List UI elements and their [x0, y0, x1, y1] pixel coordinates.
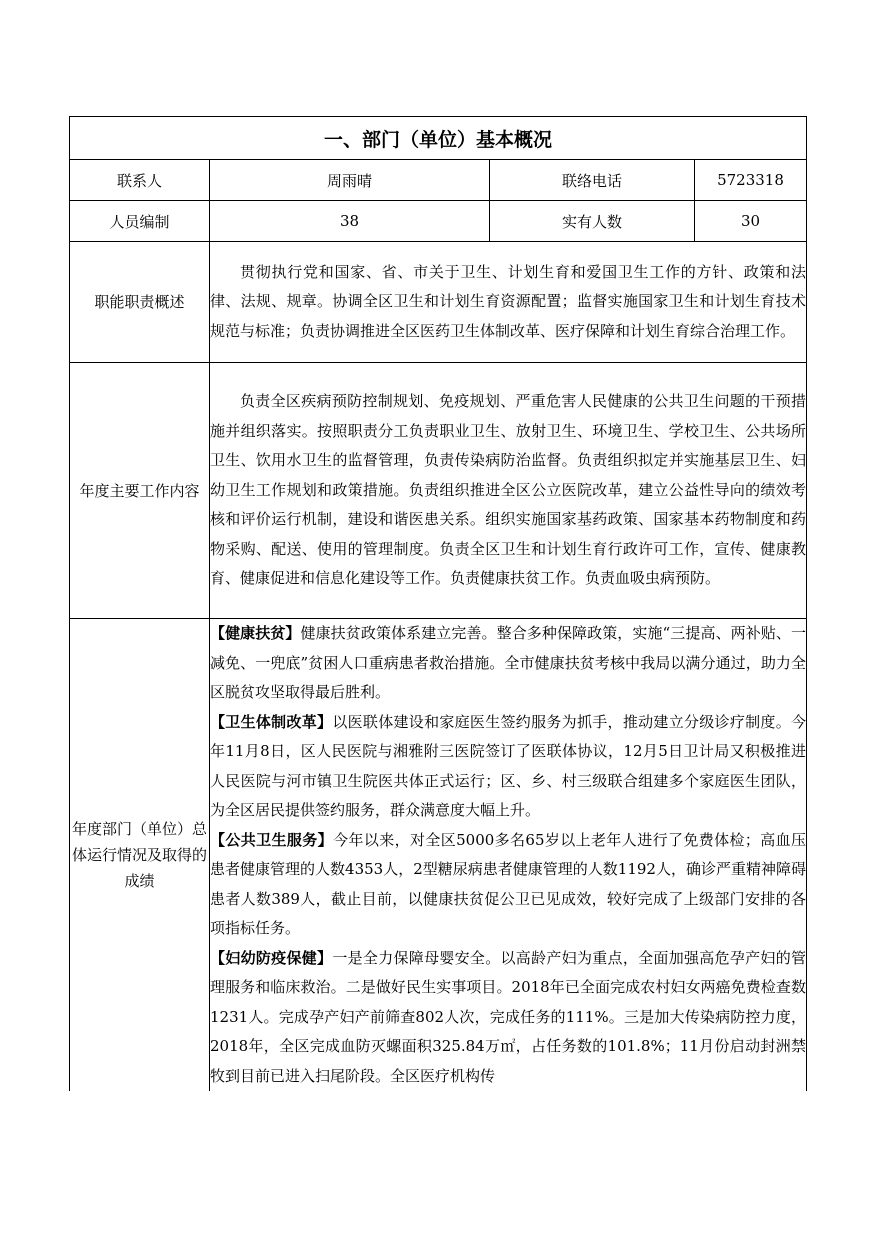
contact-value: 周雨晴	[210, 160, 490, 201]
section-heading: 【公共卫生服务】	[210, 830, 334, 849]
section-heading: 【健康扶贫】	[210, 624, 301, 642]
duties-text: 贯彻执行党和国家、省、市关于卫生、计划生育和爱国卫生工作的方针、政策和法律、法规、规章。协调全区卫生和计划生育资源配置；监督实施国家卫生和计划生育技术规范与标准；负责协调推进全区医药卫生体制改革、医疗保障和计划生育综合治理工作。	[210, 242, 807, 363]
section-text: 以医联体建设和家庭医生签约服务为抓手，推动建立分级诊疗制度。今年11月8日，区人民医院与湘雅附三医院签订了医联体协议，12月5日卫计局又积极推进人民医院与河市镇卫生院医共体正式运行；区、乡、村三级联合组建多个家庭医生团队，为全区居民提供签约服务，群众满意度大幅上升。	[210, 712, 807, 819]
actual-label: 实有人数	[490, 201, 695, 242]
contact-label: 联系人	[70, 160, 210, 201]
section-maternal-epidemic	[210, 944, 806, 1092]
phone-label: 联络电话	[490, 160, 695, 201]
section-text: 今年以来，对全区5000多名65岁以上老年人进行了免费体检；高血压患者健康管理的人数4353人，2型糖尿病患者健康管理的人数1192人，确诊严重精神障碍患者人数389人，截止目前，以健康扶贫促公卫已见成效，较好完成了上级部门安排的各项指标任务。	[210, 830, 807, 937]
duties-label: 职能职责概述	[70, 242, 210, 363]
overview-table	[69, 116, 807, 1091]
section-text: 健康扶贫政策体系建立完善。整合多种保障政策，实施“三提高、两补贴、一减免、一兜底”贫困人口重病患者救治措施。全市健康扶贫考核中我局以满分通过，助力全区脱贫攻坚取得最后胜利。	[210, 624, 807, 701]
section-public-health	[210, 826, 806, 944]
results-content	[210, 619, 807, 1092]
section-health-reform	[210, 708, 806, 826]
section-heading: 【妇幼防疫保健】	[210, 948, 333, 967]
section-heading: 【卫生体制改革】	[210, 712, 333, 731]
section-health-poverty	[210, 619, 806, 708]
annual-work-label: 年度主要工作内容	[70, 363, 210, 619]
phone-value: 5723318	[695, 160, 807, 201]
table-title: 一、部门（单位）基本概况	[70, 117, 807, 160]
actual-value: 30	[695, 201, 807, 242]
annual-work-text: 负责全区疾病预防控制规划、免疫规划、严重危害人民健康的公共卫生问题的干预措施并组织落实。按照职责分工负责职业卫生、放射卫生、环境卫生、学校卫生、公共场所卫生、饮用水卫生的监督管理，负责传染病防治监督。负责组织拟定并实施基层卫生、妇幼卫生工作规划和政策措施。负责组织推进全区公立医院改革，建立公益性导向的绩效考核和评价运行机制，建设和谐医患关系。组织实施国家基药政策、国家基本药物制度和药物采购、配送、使用的管理制度。负责全区卫生和计划生育行政许可工作，宣传、健康教育、健康促进和信息化建设等工作。负责健康扶贫工作。负责血吸虫病预防。	[210, 363, 807, 619]
section-text: 一是全力保障母婴安全。以高龄产妇为重点，全面加强高危孕产妇的管理服务和临床救治。二是做好民生实事项目。2018年已全面完成农村妇女两癌免费检查数1231人。完成孕产妇产前筛查802人次，完成任务的111%。三是加大传染病防控力度，2018年，全区完成血防灭螺面积325.84万㎡，占任务数的101.8%；11月份启动封洲禁牧到目前已进入扫尾阶段。全区医疗机构传	[210, 948, 807, 1085]
staff-label: 人员编制	[70, 201, 210, 242]
results-label: 年度部门（单位）总体运行情况及取得的成绩	[70, 619, 210, 1092]
staff-value: 38	[210, 201, 490, 242]
